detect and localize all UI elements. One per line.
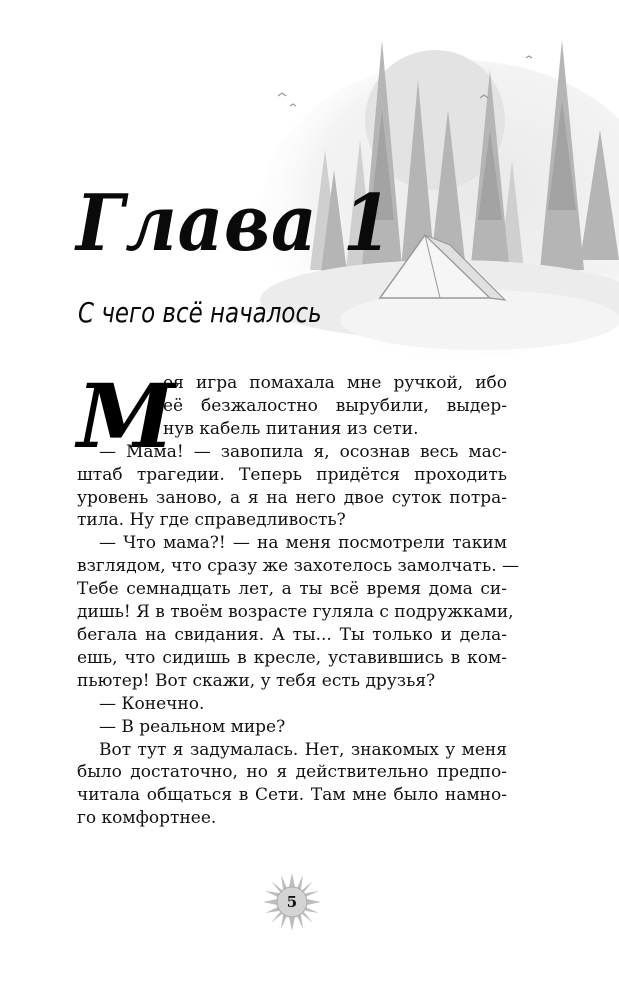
text-line: оя игра помахала мне ручкой, ибо <box>163 373 507 393</box>
text-line: штаб трагедии. Теперь придётся проходить <box>77 464 507 485</box>
text-line: — В реальном мире? <box>99 716 286 737</box>
text-line: Вот тут я задумалась. Нет, знакомых у меня <box>99 739 507 760</box>
text-line: нув кабель питания из сети. <box>163 418 419 439</box>
text-line: ешь, что сидишь в кресле, уставившись в ком- <box>77 647 507 668</box>
chapter-title: Глава 1 <box>76 178 393 269</box>
text-line: — Мама! — завопила я, осознав весь мас- <box>99 441 507 462</box>
drop-cap: М <box>77 364 175 468</box>
chapter-subtitle: С чего всё началось <box>78 296 322 329</box>
body-text <box>77 364 520 830</box>
page-number: 5 <box>286 893 298 911</box>
text-line: — Что мама?! — на меня посмотрели таким <box>99 533 507 554</box>
text-line: го комфортнее. <box>77 808 217 829</box>
text-line: читала общаться в Сети. Там мне было намно- <box>77 785 507 806</box>
text-line: бегала на свидания. А ты... Ты только и делa- <box>77 624 507 645</box>
text-line: взглядом, что сразу же захотелось замолчать. — <box>77 556 520 577</box>
text-line: было достаточно, но я действительно предпо- <box>77 762 507 783</box>
text-line: Тебе семнадцать лет, а ты всё время дома си- <box>77 579 507 600</box>
text-line: её безжалостно вырубили, выдер- <box>163 395 507 416</box>
text-line: — Конечно. <box>99 693 205 714</box>
text-line: тила. Ну где справедливость? <box>77 510 346 531</box>
text-line: дишь! Я в твоём возрасте гуляла с подружками, <box>77 602 514 623</box>
text-line: пьютер! Вот скажи, у тебя есть друзья? <box>77 670 436 691</box>
text-line: уровень заново, а я на него двое суток потра- <box>77 487 507 508</box>
page-number-badge <box>263 873 321 931</box>
